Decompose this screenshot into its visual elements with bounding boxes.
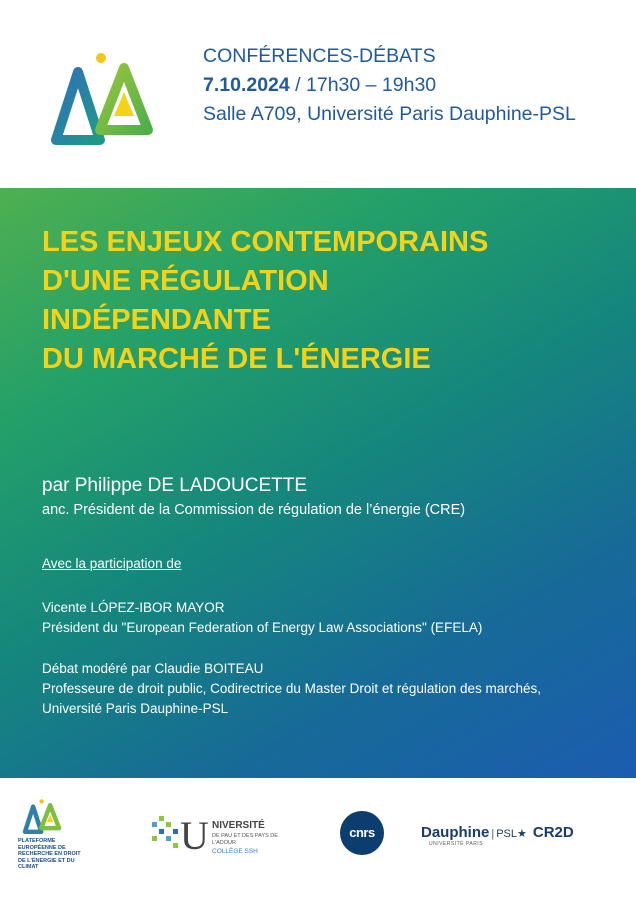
- cr2d-label: CR2D: [532, 824, 574, 841]
- speaker-name: par Philippe DE LADOUCETTE: [42, 475, 308, 496]
- event-info: [203, 42, 576, 129]
- date-line: [203, 71, 576, 100]
- dauphine-name: Dauphine: [421, 824, 490, 841]
- pau-u-letter: U: [180, 813, 209, 858]
- guest-role: Président du "European Federation of Energy Law Associations" (EFELA): [42, 620, 483, 635]
- title-line: DU MARCHÉ DE L'ÉNERGIE: [42, 343, 431, 375]
- event-date: 7.10.2024: [203, 74, 290, 96]
- psl-label: PSL★: [496, 828, 527, 840]
- guest-block: [42, 598, 482, 638]
- event-time: / 17h30 – 19h30: [289, 74, 437, 96]
- pau-subtitle: DE PAU ET DES PAYS DE L'ADOUR: [212, 833, 278, 846]
- pau-college: COLLÈGE SSH: [212, 848, 258, 855]
- main-band: [0, 188, 636, 778]
- moderator-role: Professeure de droit public, Codirectrice du Master Droit et régulation des marchés, Université Paris Dauphine-PSL: [42, 681, 541, 716]
- platform-logo-icon: [48, 50, 156, 150]
- title-line: LES ENJEUX CONTEMPORAINS: [42, 226, 489, 258]
- pau-title: NIVERSITÉ: [212, 820, 265, 831]
- conference-title: [42, 223, 602, 379]
- series-label: CONFÉRENCES-DÉBATS: [203, 45, 436, 67]
- dauphine-sub: UNIVERSITÉ PARIS: [429, 841, 484, 847]
- guest-name: Vicente LÓPEZ-IBOR MAYOR: [42, 600, 225, 615]
- header: [0, 0, 636, 188]
- speaker-role: anc. Président de la Commission de régulation de l’énergie (CRE): [42, 502, 466, 518]
- moderator-block: [42, 659, 582, 719]
- participation-label: Avec la participation de: [42, 556, 182, 571]
- moderator-name: Débat modéré par Claudie BOITEAU: [42, 661, 264, 676]
- platform-small-logo: [18, 798, 81, 893]
- cnrs-logo-icon: cnrs: [340, 811, 384, 855]
- title-line: D'UNE RÉGULATION: [42, 265, 329, 297]
- footer-logos: [0, 778, 636, 900]
- logo-separator: |: [491, 828, 495, 840]
- dauphine-logo: [421, 824, 574, 842]
- platform-logo-icon: [22, 798, 62, 836]
- speaker-block: [42, 474, 465, 522]
- pau-logo: [150, 814, 285, 869]
- event-location: Salle A709, Université Paris Dauphine-PSL: [203, 103, 576, 125]
- title-line: INDÉPENDANTE: [42, 304, 271, 336]
- platform-text: PLATEFORME EUROPÉENNE DE RECHERCHE EN DROIT DE L'ÉNERGIE ET DU CLIMAT: [18, 838, 81, 870]
